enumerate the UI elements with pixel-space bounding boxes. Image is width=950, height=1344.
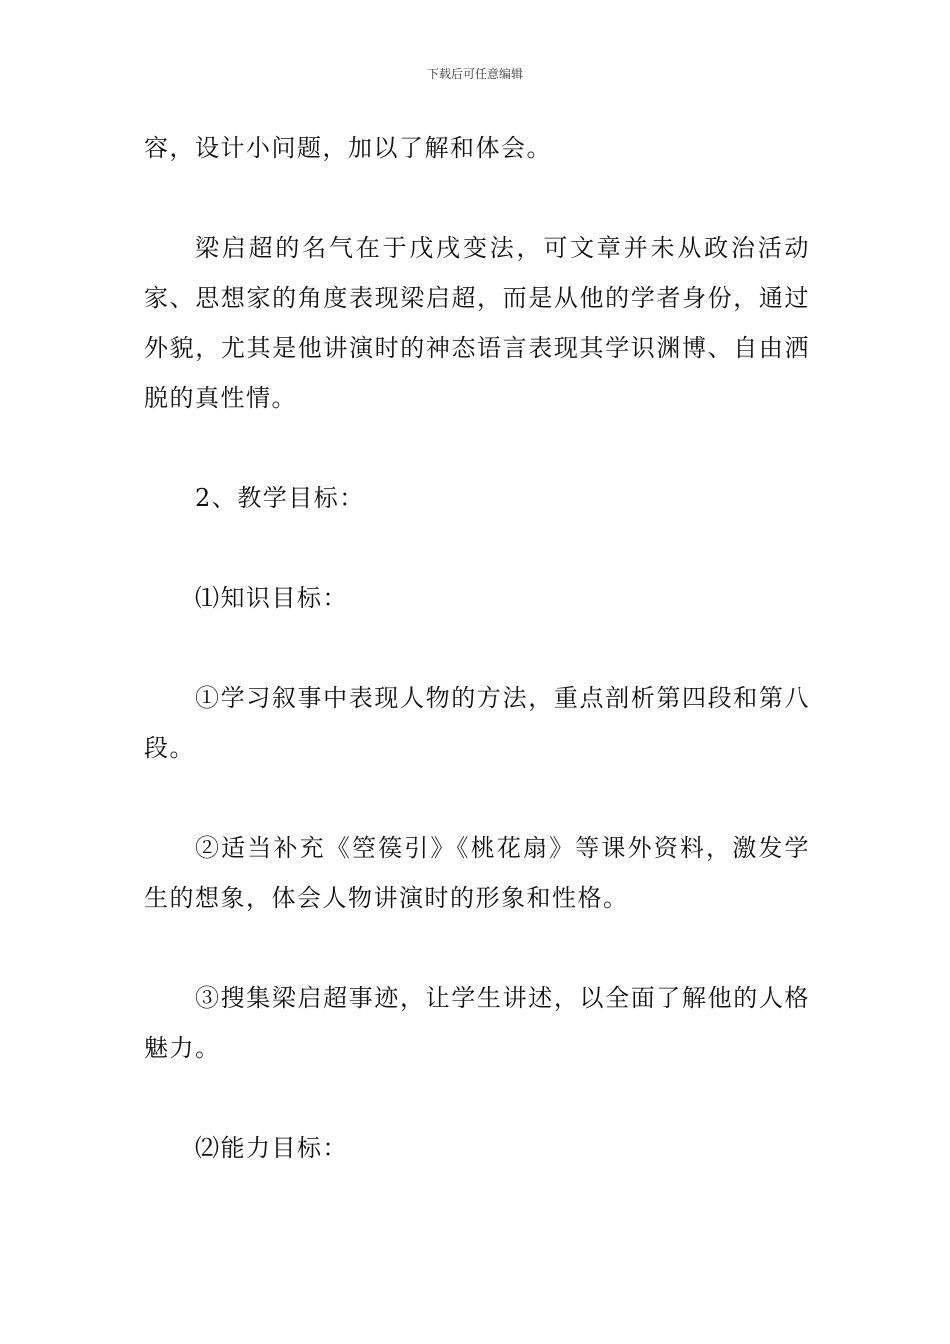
- paragraph-continuation: 容，设计小问题，加以了解和体会。: [144, 134, 552, 162]
- list-item-goal-1: ①学习叙事中表现人物的方法，重点剖析第四段和第八段。: [144, 684, 810, 762]
- heading-knowledge-goals: ⑴知识目标：: [195, 584, 348, 612]
- list-item-goal-3: ③搜集梁启超事迹，让学生讲述，以全面了解他的人格魅力。: [144, 984, 810, 1062]
- page-header-note: 下载后可任意编辑: [426, 67, 523, 81]
- list-item-goal-2: ②适当补充《箜篌引》《桃花扇》等课外资料，激发学生的想象，体会人物讲演时的形象和性格。: [144, 834, 810, 912]
- paragraph-liang-qichao-intro: 梁启超的名气在于戊戌变法，可文章并未从政治活动家、思想家的角度表现梁启超，而是从他的学者身份，通过外貌，尤其是他讲演时的神态语言表现其学识渊博、自由洒脱的真性情。: [144, 234, 810, 412]
- heading-teaching-goals: 2、教学目标：: [195, 484, 365, 512]
- document-body: [144, 123, 810, 1173]
- heading-ability-goals: ⑵能力目标：: [195, 1134, 348, 1162]
